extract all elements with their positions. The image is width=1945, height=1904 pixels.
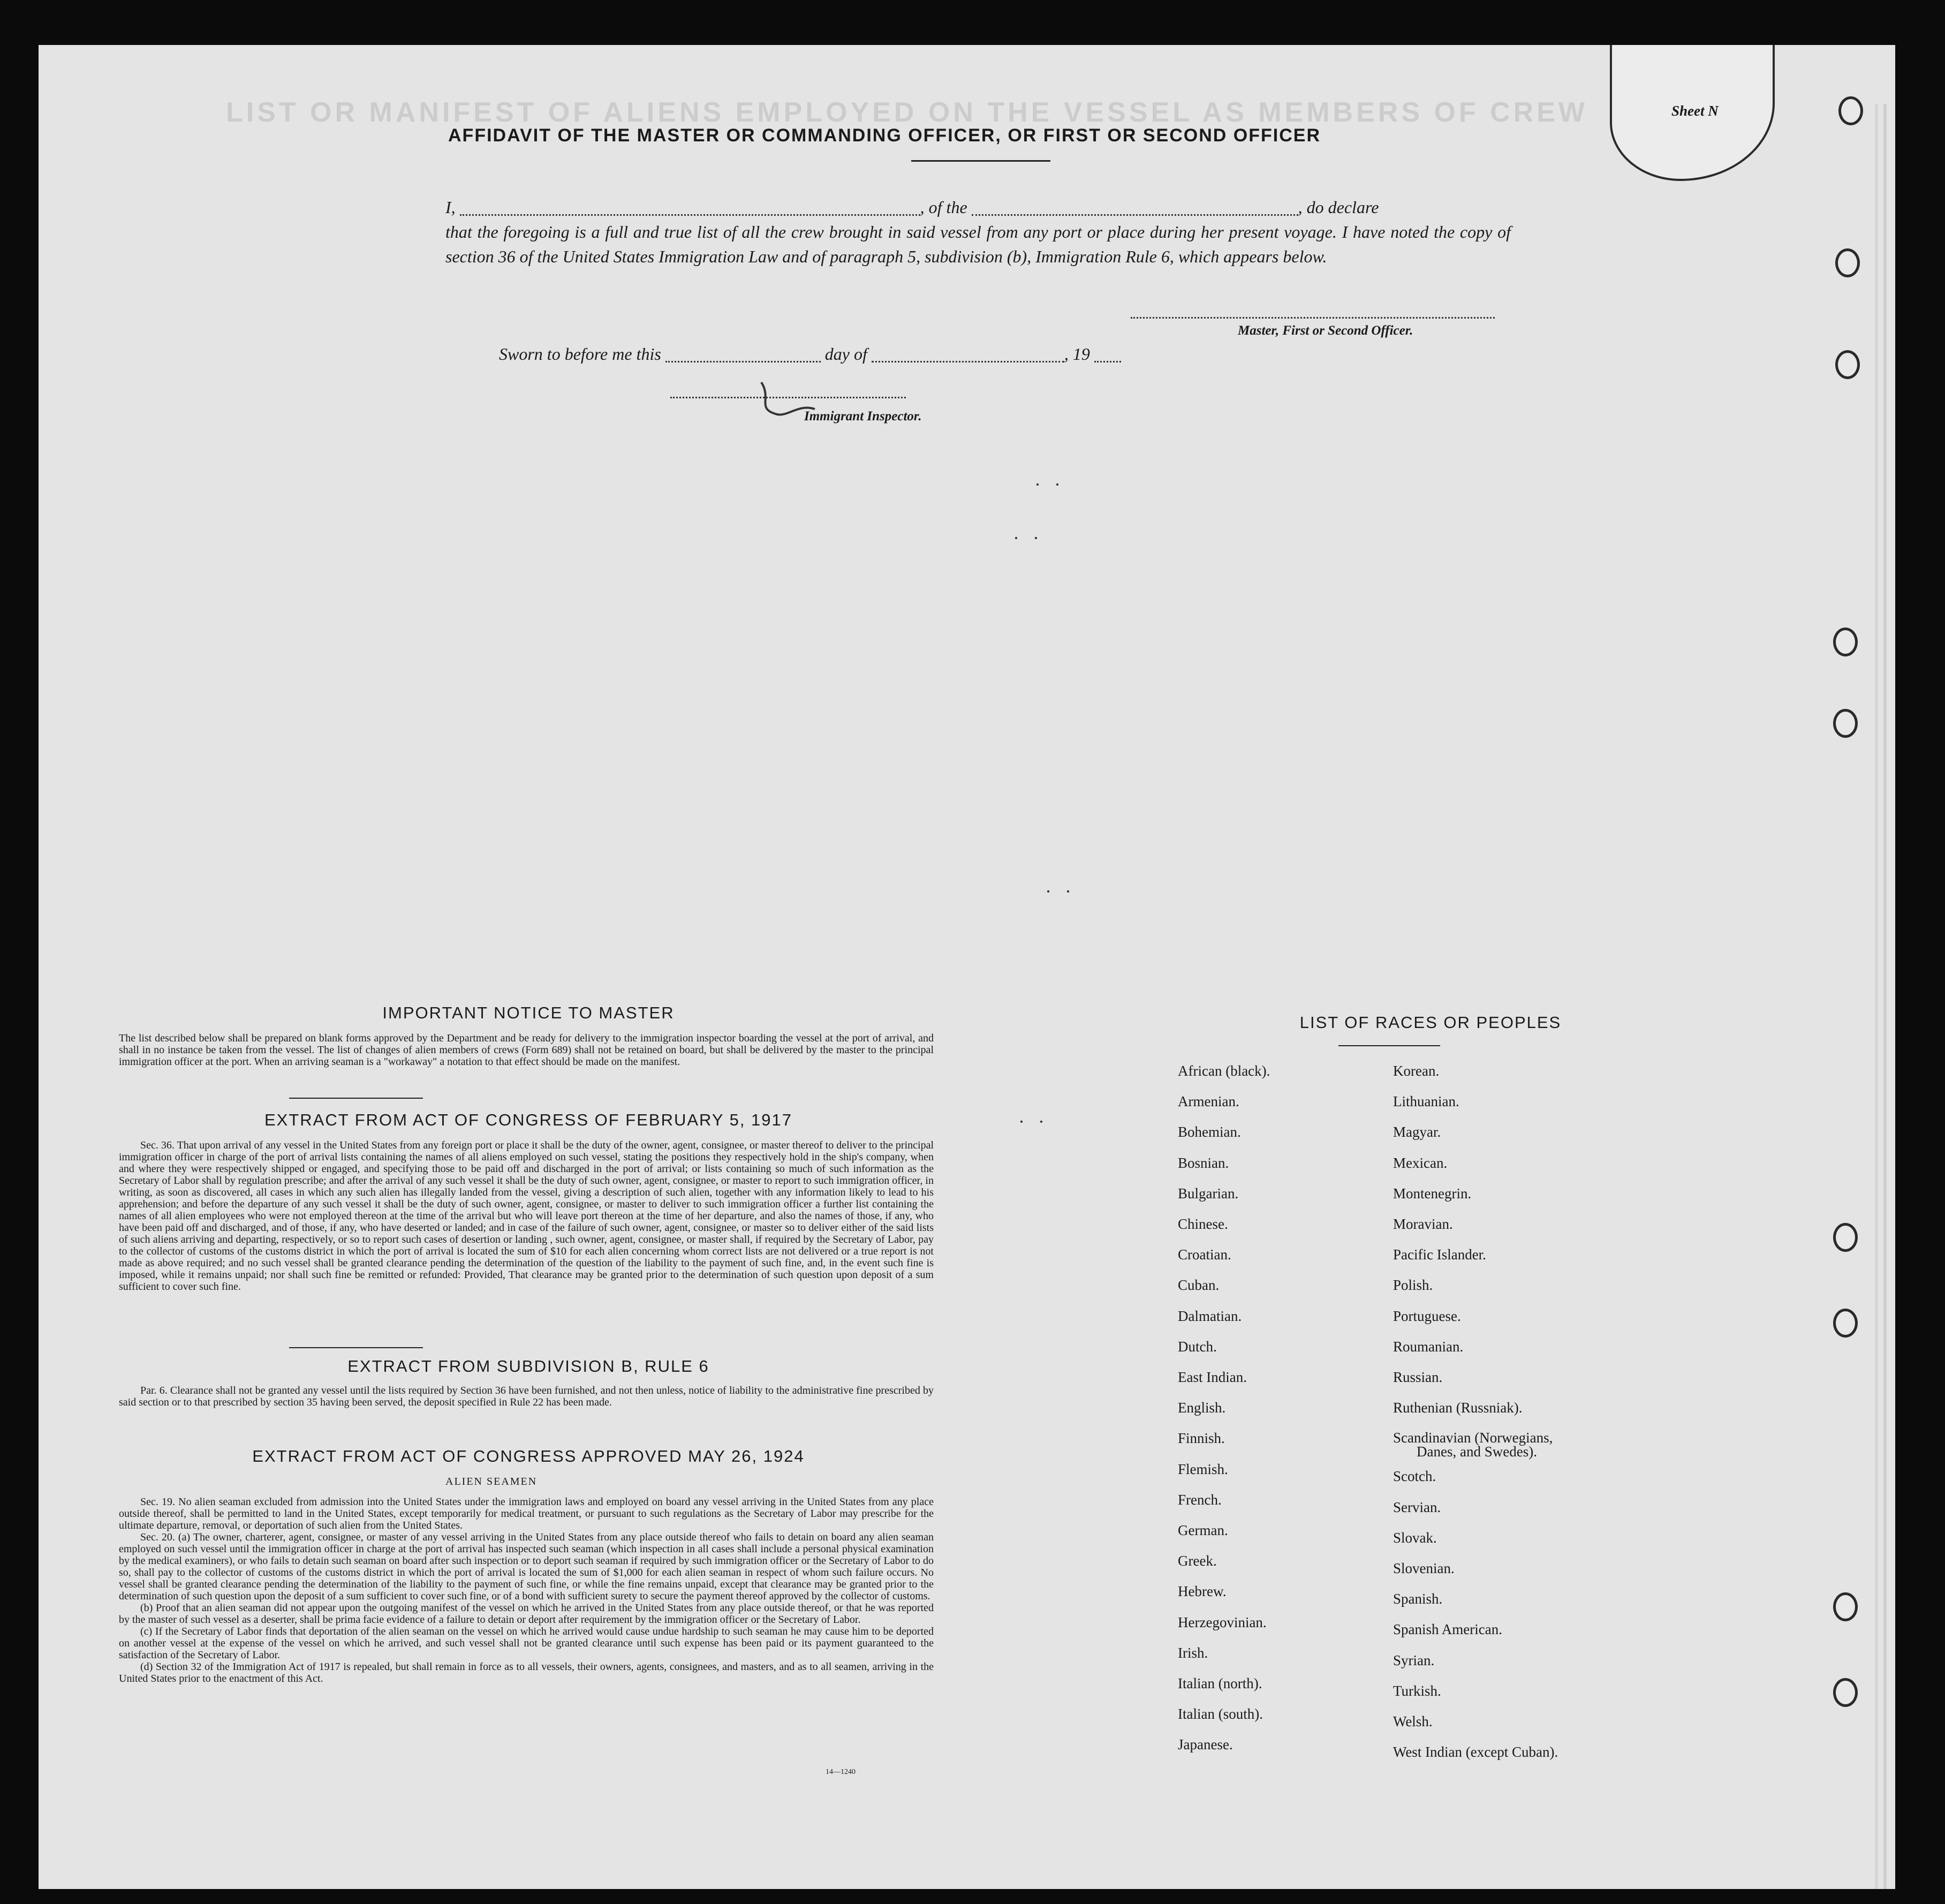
race-item: Croatian.	[1178, 1246, 1231, 1263]
race-item: Scotch.	[1393, 1468, 1436, 1485]
race-item: Slovak.	[1393, 1529, 1437, 1546]
race-item: Slovenian.	[1393, 1560, 1455, 1577]
binder-hole	[1838, 96, 1863, 125]
race-item-scandinavian	[1393, 1423, 1558, 1459]
sec-20a-paragraph: Sec. 20. (a) The owner, charterer, agent, consignee, or master of any vessel arriving in the United States from any place outside thereof who fails to detain on board any alien seaman employed on such vessel until the immigration officer in charge at the port of arrival has inspected such seaman (which inspection in all cases shall include a personal physical examination by the medical examiners), or who fails to detain such seaman on board after such inspection or to deport such seaman if required by such immigration officer or the Secretary of Labor to do so, shall pay to the collector of customs of the customs district in which the port of arrival is located the sum of $1,000 for each alien seaman in respect of whom such failure occurs. No vessel shall be granted clearance pending the determination of the liability to the payment of such fine, or while the fine remains unpaid, except that clearance may be granted prior to the determination of such question upon the deposit of a sum sufficient to cover such fine, or of a bond with sufficient surety to secure the payment thereof approved by the collector of customs.	[119, 1531, 934, 1602]
declaration-do-declare: , do declare	[1298, 198, 1379, 217]
race-item: Portuguese.	[1393, 1308, 1461, 1324]
race-item: Finnish.	[1178, 1430, 1225, 1447]
master-signature-line	[1131, 317, 1495, 319]
name-blank	[460, 202, 920, 216]
extract-rule6-title: EXTRACT FROM SUBDIVISION B, RULE 6	[347, 1357, 709, 1376]
race-item: Turkish.	[1393, 1682, 1441, 1699]
page-edge	[1875, 104, 1878, 1889]
ghost-dots: · ·	[1034, 474, 1065, 495]
race-item: Japanese.	[1178, 1736, 1233, 1753]
race-item: Bohemian.	[1178, 1124, 1241, 1140]
notice-title: IMPORTANT NOTICE TO MASTER	[382, 1003, 675, 1022]
races-title: LIST OF RACES OR PEOPLES	[1299, 1013, 1562, 1032]
race-item: Greek.	[1178, 1553, 1217, 1569]
race-item: Mexican.	[1393, 1154, 1448, 1171]
race-item: Dutch.	[1178, 1338, 1217, 1355]
races-column-2	[1393, 1056, 1558, 1767]
race-item: Hebrew.	[1178, 1583, 1227, 1600]
race-item: German.	[1178, 1522, 1228, 1539]
race-item: Italian (south).	[1178, 1706, 1263, 1722]
race-item: Montenegrin.	[1393, 1185, 1472, 1202]
sworn-line	[499, 342, 1248, 366]
sworn-text: Sworn to before me this	[499, 344, 661, 364]
race-item: Syrian.	[1393, 1652, 1435, 1668]
notice-body: The list described below shall be prepared on blank forms approved by the Department and be ready for delivery to the immigration inspector boarding the vessel at the port of arrival, and shall in no instance be taken from the vessel. The list of changes of alien members of crews (Form 689) shall not be retained on board, but shall be delivered by the master to the principal immigration officer at the port. When an arriving seaman is a "workaway" a notation to that effect should be made on the manifest.	[119, 1032, 934, 1068]
sheet-number-label: Sheet N	[1671, 103, 1719, 119]
race-item: Bulgarian.	[1178, 1185, 1239, 1202]
race-item: Spanish American.	[1393, 1621, 1502, 1638]
sec-19-paragraph: Sec. 19. No alien seaman excluded from admission into the United States under the immigration laws and employed on board any vessel arriving in the United States from any place outside thereof, shall be permitted to land in the United States, except temporarily for medical treatment, or pursuant to such regulations as the Secretary of Labor may prescribe for the ultimate departure, removal, or deportation of such alien from the United States.	[119, 1496, 934, 1531]
ghost-dots: · ·	[1045, 881, 1076, 902]
race-item: Moravian.	[1393, 1216, 1453, 1233]
declaration-i: I,	[445, 198, 456, 217]
race-item: Welsh.	[1393, 1713, 1433, 1730]
race-item: Italian (north).	[1178, 1675, 1262, 1692]
binder-hole	[1833, 709, 1858, 738]
ghost-dots: · ·	[1013, 527, 1043, 549]
race-item: Korean.	[1393, 1063, 1440, 1079]
extract-rule6-body: Par. 6. Clearance shall not be granted any vessel until the lists required by Section 36 have been furnished, and not then unless, notice of liability to the administrative fine prescribed by said section or to that prescribed by section 35 having been served, the deposit specified in Rule 22 has been made.	[119, 1385, 934, 1408]
affidavit-body: that the foregoing is a full and true list of all the crew brought in said vessel from any port or place during her present voyage. I have noted the copy of section 36 of the United States Immigration Law and of paragraph 5, subdivision (b), Immigration Rule 6, which appears below.	[445, 222, 1511, 266]
races-column-1	[1178, 1056, 1270, 1761]
binder-hole	[1833, 1309, 1858, 1338]
bleed-through-title: LIST OR MANIFEST OF ALIENS EMPLOYED ON THE VESSEL AS MEMBERS OF CREW	[226, 97, 1588, 128]
extract-1924-body	[119, 1496, 934, 1684]
extract-1917-title: EXTRACT FROM ACT OF CONGRESS OF FEBRUARY 5, 1917	[264, 1110, 793, 1129]
sworn-month-blank	[872, 349, 1064, 362]
sworn-day-blank	[665, 349, 821, 362]
race-item: Russian.	[1393, 1369, 1443, 1386]
sec-20c-paragraph: (c) If the Secretary of Labor finds that deportation of the alien seaman on the vessel on which he arrived would cause undue hardship to such seaman he may cause him to be deported on another vessel at the expense of the vessel on which he arrived, and such vessel shall not be granted clearance until such expense has been paid or its payment guaranteed to the satisfaction of the Secretary of Labor.	[119, 1626, 934, 1661]
race-item: Irish.	[1178, 1644, 1208, 1661]
sworn-year-blank	[1094, 349, 1121, 362]
race-item: Ruthenian (Russniak).	[1393, 1400, 1523, 1416]
race-item: African (black).	[1178, 1063, 1270, 1079]
races-title-rule	[1338, 1045, 1440, 1046]
declaration-of-the: , of the	[920, 198, 967, 217]
extract-1917-rule	[289, 1347, 423, 1348]
sec-20b-paragraph: (b) Proof that an alien seaman did not appear upon the outgoing manifest of the vessel on which he arrived in the United States from any place outside thereof, or that he was reported by the master of such vessel as a deserter, shall be prima facie evidence of a failure to detain or deport after requirement by the immigration officer or the Secretary of Labor.	[119, 1602, 934, 1626]
race-item: Pacific Islander.	[1393, 1246, 1486, 1263]
binder-hole	[1835, 248, 1860, 277]
race-item: Polish.	[1393, 1277, 1433, 1294]
race-item: Magyar.	[1393, 1124, 1441, 1140]
race-item: Servian.	[1393, 1499, 1441, 1515]
race-item: Herzegovinian.	[1178, 1614, 1267, 1630]
race-item: Roumanian.	[1393, 1338, 1464, 1355]
vessel-blank	[972, 202, 1298, 216]
inspector-signature-mark	[751, 377, 826, 425]
binder-hole	[1833, 1678, 1858, 1707]
race-item: Chinese.	[1178, 1216, 1228, 1233]
form-number: 14—1240	[826, 1768, 856, 1776]
race-item-line: Danes, and Swedes).	[1417, 1444, 1537, 1460]
sec-20d-paragraph: (d) Section 32 of the Immigration Act of 1917 is repealed, but shall remain in force as to all vessels, their owners, agents, consignees, and masters, and as to all seamen, arriving in the United States prior to the enactment of this Act.	[119, 1661, 934, 1684]
page-edge	[1883, 104, 1887, 1889]
extract-1924-title: EXTRACT FROM ACT OF CONGRESS APPROVED MAY 26, 1924	[252, 1447, 805, 1465]
master-signature-label: Master, First or Second Officer.	[1238, 323, 1413, 338]
extract-1917-body: Sec. 36. That upon arrival of any vessel in the United States from any foreign port or place it shall be the duty of the owner, agent, consignee, or master thereof to deliver to the principal immigration officer in charge of the port of arrival lists containing the names of all aliens employed on such vessel, stating the positions they respectively hold in the ship's company, when and where they were respectively shipped or engaged, and specifying those to be paid off and discharged in the port of arrival; or lists containing so much of such information as the Secretary of Labor shall by regulation prescribe; and after the arrival of any such vessel it shall be the duty of such owner, agent, consignee, or master to report to such immigration officer, in writing, as soon as discovered, all cases in which any such alien has illegally landed from the vessel, giving a description of such alien, together with any information likely to lead to his apprehension; and before the departure of any such vessel it shall be the duty of such owner, agent, consignee, or master to deliver to such immigration officer a further list containing the names of all alien employees who were not employed thereon at the time of the arrival but who will leave port thereon at the time of her departure, and also the names of those, if any, who have been paid off and discharged, and of those, if any, who have deserted or landed; and in case of the failure of such owner, agent, consignee, or master so to deliver either of the said lists of such aliens arriving and departing, respectively, or so to report such cases of desertion or landing , such owner, agent, consignee, or master shall, if required by the Secretary of Labor, pay to the collector of customs of the customs district in which the port of arrival is located the sum of $10 for each alien concerning whom correct lists are not delivered or a true report is not made as above required; and no such vessel shall be granted clearance pending the determination of the question of the liability to the payment of such fine, and, in the event such fine is imposed, while it remains unpaid; nor shall such fine be remitted or refunded: Provided, That clearance may be granted prior to the determination of such question upon deposit of a sum sufficient to cover such fine.	[119, 1139, 934, 1293]
race-item: French.	[1178, 1491, 1222, 1508]
affidavit-declaration-line	[445, 195, 1516, 220]
binder-hole	[1833, 628, 1858, 656]
race-item: Cuban.	[1178, 1277, 1220, 1294]
sworn-year: , 19	[1064, 344, 1090, 364]
race-item: East Indian.	[1178, 1369, 1247, 1386]
document-page	[39, 45, 1895, 1889]
affidavit-title-rule	[911, 160, 1050, 162]
race-item: Spanish.	[1393, 1591, 1443, 1607]
race-item: Lithuanian.	[1393, 1093, 1459, 1110]
alien-seamen-subtitle: ALIEN SEAMEN	[445, 1476, 538, 1487]
race-item: Flemish.	[1178, 1461, 1228, 1477]
affidavit-title: AFFIDAVIT OF THE MASTER OR COMMANDING OFFICER, OR FIRST OR SECOND OFFICER	[448, 125, 1321, 146]
binder-hole	[1835, 350, 1860, 379]
binder-hole	[1833, 1592, 1858, 1621]
race-item-line: Scandinavian (Norwegians,	[1393, 1430, 1553, 1446]
sworn-day-of: day of	[824, 344, 867, 364]
race-item: English.	[1178, 1400, 1226, 1416]
race-item: Bosnian.	[1178, 1154, 1229, 1171]
race-item: Dalmatian.	[1178, 1308, 1242, 1324]
binder-hole	[1833, 1223, 1858, 1252]
race-item: Armenian.	[1178, 1093, 1239, 1110]
inspector-signature-label: Immigrant Inspector.	[804, 409, 922, 424]
ghost-dots: · ·	[1018, 1111, 1049, 1132]
race-item: West Indian (except Cuban).	[1393, 1744, 1558, 1761]
notice-rule	[289, 1098, 423, 1099]
